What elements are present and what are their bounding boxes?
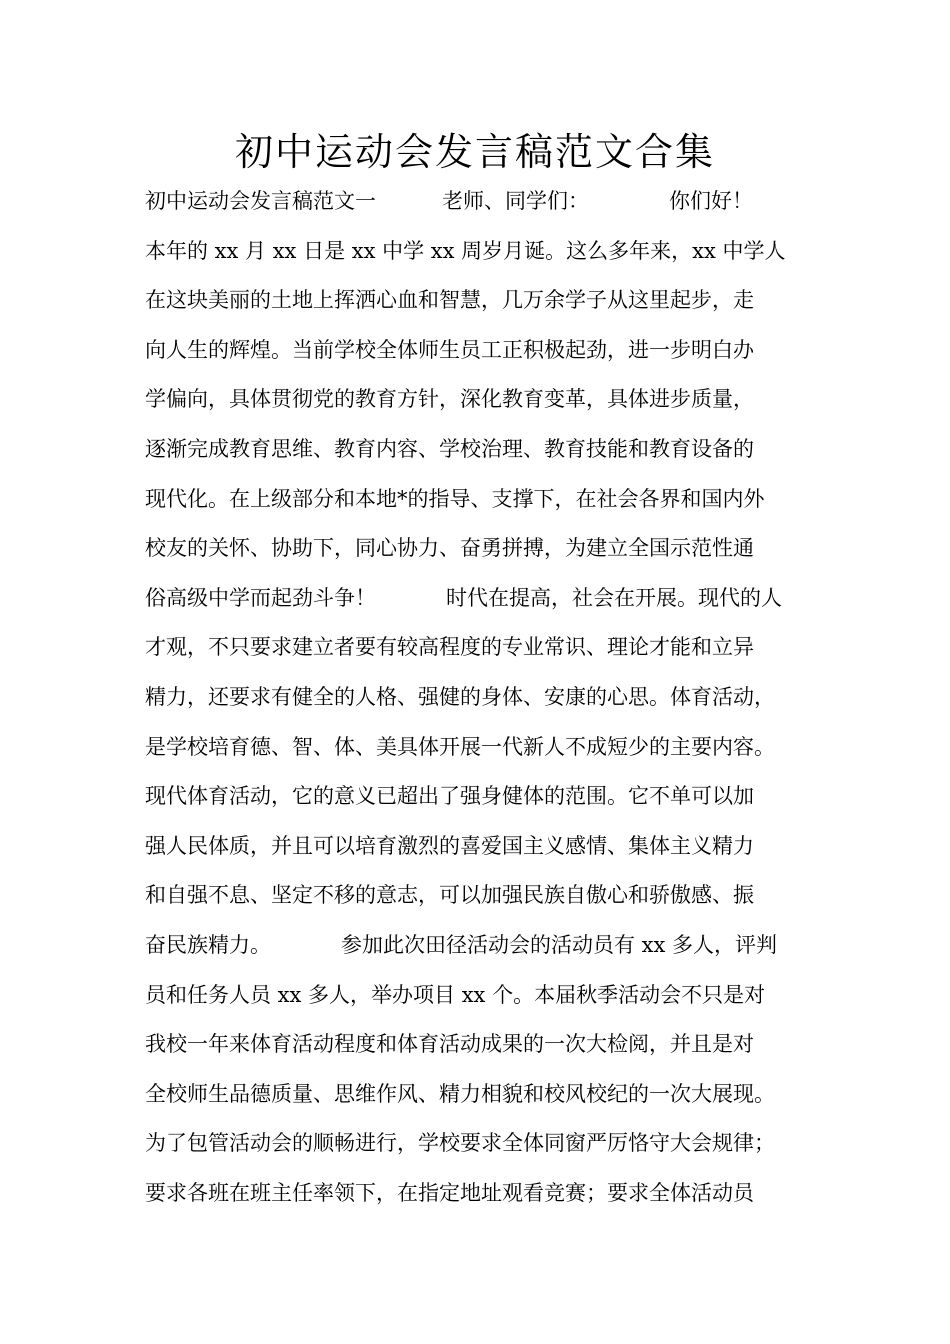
body-line: 要求各班在班主任率领下，在指定地址观看竞赛；要求全体活动员 — [145, 1180, 754, 1205]
body-line: 现代体育活动，它的意义已超出了强身健体的范围。它不单可以加 — [145, 784, 754, 809]
sentence-end: 俗高级中学而起劲斗争！ — [145, 585, 376, 610]
body-line: 学偏向，具体贯彻党的教育方针，深化教育变革，具体进步质量， — [145, 387, 754, 412]
document-title: 初中运动会发言稿范文合集 — [234, 130, 715, 174]
body-line: 是学校培育德、智、体、美具体开展一代新人不成短少的主要内容。 — [145, 734, 775, 759]
body-line-intro — [145, 181, 845, 231]
body-line-split — [145, 578, 845, 628]
body-line: 才观，不只要求建立者要有较高程度的专业常识、理论才能和立异 — [145, 635, 754, 660]
body-line: 现代化。在上级部分和本地*的指导、支撑下，在社会各界和国内外 — [145, 486, 765, 511]
subtitle: 初中运动会发言稿范文一 — [145, 189, 376, 213]
sentence-end: 奋民族精力。 — [145, 932, 271, 957]
body-line: 员和任务人员 xx 多人，举办项目 xx 个。本届秋季活动会不只是对 — [145, 982, 766, 1007]
document-body — [145, 181, 845, 1222]
paragraph-start: 参加此次田径活动会的活动员有 xx 多人，评判 — [341, 932, 778, 957]
body-line: 向人生的辉煌。当前学校全体师生员工正积极起劲，进一步明白办 — [145, 337, 754, 362]
body-line: 我校一年来体育活动程度和体育活动成果的一次大检阅，并且是对 — [145, 1032, 754, 1057]
salutation: 老师、同学们： — [442, 189, 589, 213]
paragraph-start: 时代在提高，社会在开展。现代的人 — [446, 585, 782, 610]
body-line: 校友的关怀、协助下，同心协力、奋勇拼搏，为建立全国示范性通 — [145, 536, 754, 561]
body-line: 强人民体质，并且可以培育激烈的喜爱国主义感情、集体主义精力 — [145, 833, 754, 858]
body-line: 精力，还要求有健全的人格、强健的身体、安康的心思。体育活动， — [145, 684, 775, 709]
body-line: 为了包管活动会的顺畅进行，学校要求全体同窗严厉恪守大会规律； — [145, 1131, 775, 1156]
body-line: 逐渐完成教育思维、教育内容、学校治理、教育技能和教育设备的 — [145, 436, 754, 461]
body-line: 本年的 xx 月 xx 日是 xx 中学 xx 周岁月诞。这么多年来，xx 中学人 — [145, 238, 786, 263]
body-line: 在这块美丽的土地上挥洒心血和智慧，几万余学子从这里起步，走 — [145, 288, 754, 313]
greeting: 你们好！ — [669, 189, 753, 213]
body-line: 全校师生品德质量、思维作风、精力相貌和校风校纪的一次大展现。 — [145, 1081, 775, 1106]
body-line-split — [145, 925, 845, 975]
body-line: 和自强不息、坚定不移的意志，可以加强民族自傲心和骄傲感、振 — [145, 883, 754, 908]
